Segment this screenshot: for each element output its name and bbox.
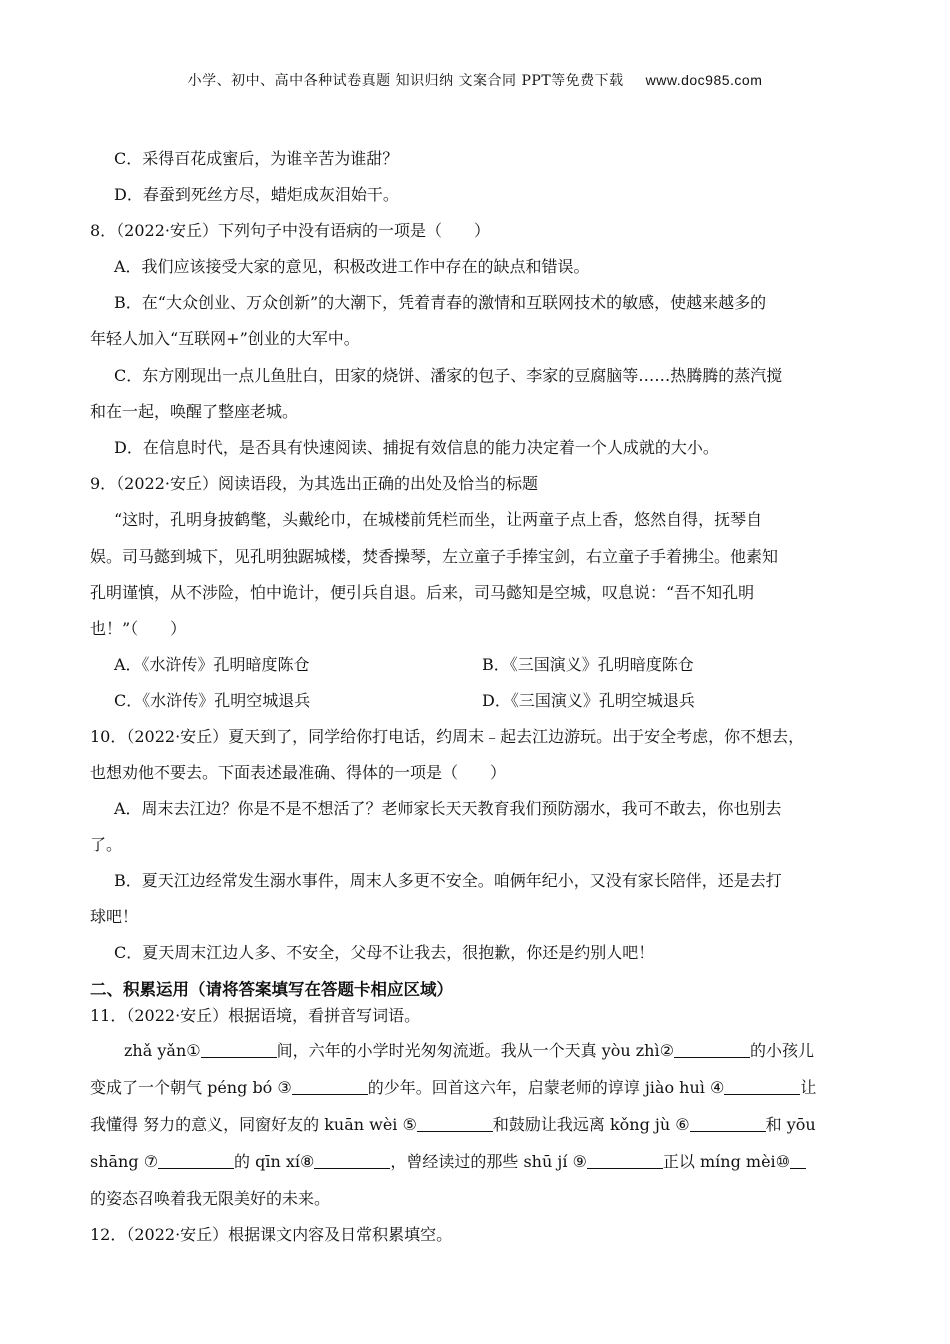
q7-option-c: C．采得百花成蜜后，为谁辛苦为谁甜？ [114,149,399,168]
q11-line3 [90,1112,816,1135]
blank-number-6: ⑥ [675,1115,690,1134]
answer-blank-6[interactable] [690,1117,766,1132]
pinyin-2: yòu zhì [601,1041,660,1060]
pinyin-5: kuān wèi [324,1115,398,1134]
blank-number-8: ⑧ [300,1152,315,1171]
pinyin-10: míng mèi [699,1152,776,1171]
q9-passage-line2: 娱。司马懿到城下，见孔明独踞城楼，焚香操琴，左立童子手捧宝剑，右立童子手着拂尘。他素知 [90,547,779,566]
pinyin-7b: shāng [90,1152,139,1171]
q9-option-b: B．《三国演义》孔明暗度陈仓 [482,655,694,674]
q11-text: 的少年。回首这六年，启蒙老师的谆谆 [367,1078,645,1097]
q11-text: 和鼓励让我远离 [492,1115,610,1134]
q10-stem-line2: 也想劝他不要去。下面表述最准确、得体的一项是（ ） [90,763,507,782]
pinyin-9: shū jí [523,1152,568,1171]
q9-passage-line1: “这时，孔明身披鹤氅，头戴纶巾，在城楼前凭栏而坐，让两童子点上香，悠然自得，抚琴自 [114,510,763,529]
blank-number-3: ③ [277,1078,292,1097]
q8-stem: 8．（2022·安丘）下列句子中没有语病的一项是（ ） [90,221,490,240]
q11-text: 和 [765,1115,787,1134]
answer-blank-3[interactable] [292,1080,368,1095]
q8-option-d: D．在信息时代，是否具有快速阅读、捕捉有效信息的能力决定着一个人成就的大小。 [114,438,719,457]
q8-option-b-line2: 年轻人加入“互联网+”创业的大军中。 [90,329,360,348]
q11-text: 间，六年的小学时光匆匆流逝。我从一个天真 [276,1041,602,1060]
page-header [0,70,950,90]
q11-text: 的小孩儿 [749,1041,814,1060]
header-text: 小学、初中、高中各种试卷真题 知识归纳 文案合同 PPT等免费下载 [187,73,624,89]
q11-line5: 的姿态召唤着我无限美好的未来。 [90,1189,331,1208]
answer-blank-8[interactable] [314,1154,390,1169]
q8-option-a: A．我们应该接受大家的意见，积极改进工作中存在的缺点和错误。 [114,257,590,276]
blank-number-4: ④ [710,1078,725,1097]
answer-blank-7[interactable] [158,1154,234,1169]
answer-blank-2[interactable] [674,1043,750,1058]
blank-number-9: ⑨ [572,1152,587,1171]
blank-number-10: ⑩ [775,1152,791,1171]
q10-option-a-line2: 了。 [90,835,123,854]
q11-stem: 11．（2022·安丘）根据语境，看拼音写词语。 [90,1006,421,1025]
answer-blank-5[interactable] [417,1117,493,1132]
q11-line2 [90,1075,816,1098]
q7-option-d: D．春蚕到死丝方尽，蜡炬成灰泪始干。 [114,185,399,204]
answer-blank-1[interactable] [201,1043,277,1058]
q8-option-c-line1: C．东方刚现出一点儿鱼肚白，田家的烧饼、潘家的包子、李家的豆腐脑等……热腾腾的蒸汽搅 [114,366,783,385]
q8-option-c-line2: 和在一起，唤醒了整座老城。 [90,402,299,421]
q11-line4 [90,1149,806,1172]
q9-option-a: A．《水浒传》孔明暗度陈仓 [114,655,310,674]
q11-text: 变成了一个朝气 [90,1078,208,1097]
q10-option-b-line2: 球吧！ [90,907,139,926]
q9-passage-line3: 孔明谨慎，从不涉险，怕中诡计，便引兵自退。后来，司马懿知是空城，叹息说：“吾不知孔明 [90,583,755,602]
q9-option-d: D．《三国演义》孔明空城退兵 [482,691,695,710]
pinyin-7a: yōu [786,1115,816,1134]
blank-number-2: ② [659,1041,674,1060]
answer-blank-4[interactable] [724,1080,800,1095]
header-site: www.doc985.com [645,72,763,88]
pinyin-8: qīn xí [255,1152,301,1171]
blank-number-5: ⑤ [402,1115,417,1134]
q10-option-c: C．夏天周末江边人多、不安全，父母不让我去，很抱歉，你还是约别人吧！ [114,943,655,962]
q11-text: ，曾经读过的那些 [390,1152,524,1171]
q12-stem: 12．（2022·安丘）根据课文内容及日常积累填空。 [90,1225,453,1244]
answer-blank-9[interactable] [587,1154,663,1169]
q11-text: 我懂得 努力的意义，同窗好友的 [90,1115,325,1134]
pinyin-3: péng bó [207,1078,273,1097]
pinyin-4: jiào huì [644,1078,705,1097]
q8-option-b-line1: B．在“大众创业、万众创新”的大潮下，凭着青春的激情和互联网技术的敏感，使越来越多的 [114,293,767,312]
q9-stem: 9．（2022·安丘）阅读语段，为其选出正确的出处及恰当的标题 [90,474,538,493]
pinyin-6: kǒng jù [609,1115,671,1134]
q11-line1 [124,1038,814,1061]
q11-text: 的 [234,1152,256,1171]
answer-blank-10[interactable] [790,1154,806,1169]
section-2-title: 二、积累运用（请将答案填写在答题卡相应区域） [90,980,453,999]
q10-stem-line1: 10．（2022·安丘）夏天到了，同学给你打电话，约周末﹣起去江边游玩。出于安全考虑，你不想去， [90,727,805,746]
q11-text: 让 [800,1078,817,1097]
pinyin-1: zhǎ yǎn [124,1041,187,1060]
q10-option-b-line1: B．夏天江边经常发生溺水事件，周末人多更不安全。咱俩年纪小，又没有家长陪伴，还是去打 [114,871,782,890]
q11-text: 正以 [662,1152,700,1171]
blank-number-7: ⑦ [143,1152,159,1171]
blank-number-1: ① [186,1041,201,1060]
q9-option-c: C．《水浒传》孔明空城退兵 [114,691,311,710]
q9-passage-line4: 也！”（ ） [90,619,187,638]
q10-option-a-line1: A．周末去江边？你是不是不想活了？老师家长天天教育我们预防溺水，我可不敢去，你也别去 [114,799,782,818]
